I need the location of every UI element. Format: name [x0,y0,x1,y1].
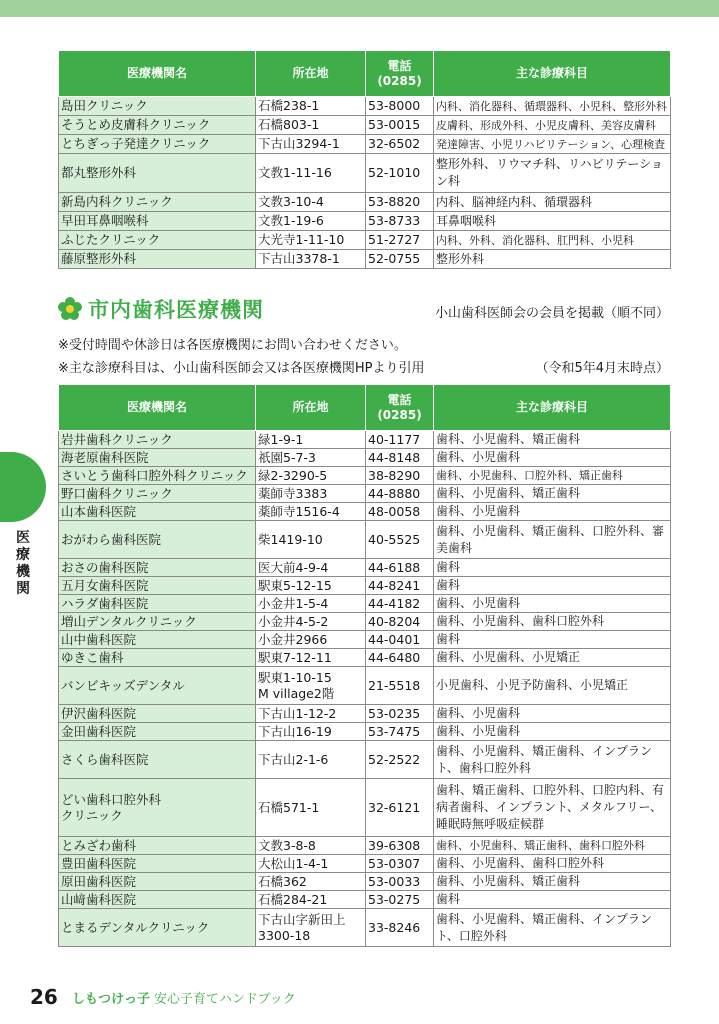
table-row [59,135,671,154]
departments-cell: 歯科、小児歯科 [434,595,671,613]
phone-cell: 53-8000 [366,97,434,116]
table-row [59,521,671,559]
departments-cell: 歯科、小児歯科、矯正歯科、インプラント、口腔外科 [434,909,671,947]
address-cell: 小金井1-5-4 [256,595,366,613]
departments-cell: 内科、脳神経内科、循環器科 [434,193,671,212]
departments-cell: 歯科、小児歯科 [434,503,671,521]
column-header-address: 所在地 [256,385,366,431]
address-cell: 緑2-3290-5 [256,467,366,485]
table-row [59,250,671,269]
table-row [59,485,671,503]
column-header-phone: 電話 (0285) [366,51,434,97]
departments-cell: 歯科、小児歯科、歯科口腔外科 [434,855,671,873]
table-row [59,891,671,909]
table-row [59,779,671,837]
column-header-departments: 主な診療科目 [434,51,671,97]
address-cell: 石橋238-1 [256,97,366,116]
departments-cell: 耳鼻咽喉科 [434,212,671,231]
address-cell: 薬師寺1516-4 [256,503,366,521]
institution-name-cell: 金田歯科医院 [59,723,256,741]
column-header-address: 所在地 [256,51,366,97]
departments-cell: 歯科、小児歯科、矯正歯科 [434,431,671,449]
institution-name-cell: 山本歯科医院 [59,503,256,521]
phone-cell: 53-0275 [366,891,434,909]
address-cell: 大光寺1-11-10 [256,231,366,250]
departments-cell: 歯科、小児歯科、矯正歯科、歯科口腔外科 [434,837,671,855]
institution-name-cell: 新島内科クリニック [59,193,256,212]
table-row [59,855,671,873]
departments-cell: 歯科、小児歯科 [434,449,671,467]
table-row [59,431,671,449]
phone-cell: 44-4182 [366,595,434,613]
address-cell: 文教3-10-4 [256,193,366,212]
phone-cell: 53-7475 [366,723,434,741]
address-cell: 文教1-19-6 [256,212,366,231]
dental-institutions-table [58,384,671,947]
departments-cell: 歯科、小児歯科、口腔外科、矯正歯科 [434,467,671,485]
column-header-departments: 主な診療科目 [434,385,671,431]
institution-name-cell: 早田耳鼻咽喉科 [59,212,256,231]
table-row [59,467,671,485]
address-cell: 下古山3294-1 [256,135,366,154]
phone-cell: 53-0307 [366,855,434,873]
institution-name-cell: 原田歯科医院 [59,873,256,891]
departments-cell: 皮膚科、形成外科、小児皮膚科、美容皮膚科 [434,116,671,135]
departments-cell: 内科、外科、消化器科、肛門科、小児科 [434,231,671,250]
institution-name-cell: 増山デンタルクリニック [59,613,256,631]
table-row [59,873,671,891]
address-cell: 文教1-11-16 [256,154,366,193]
institution-name-cell: さくら歯科医院 [59,741,256,779]
table-row [59,231,671,250]
phone-cell: 39-6308 [366,837,434,855]
footer-subtitle: 安心子育てハンドブック [154,992,296,1007]
address-cell: 石橋362 [256,873,366,891]
departments-cell: 歯科、小児歯科、矯正歯科 [434,873,671,891]
address-cell: 薬師寺3383 [256,485,366,503]
table-row [59,837,671,855]
table-row [59,212,671,231]
institution-name-cell: 都丸整形外科 [59,154,256,193]
departments-cell: 歯科、小児歯科、矯正歯科、口腔外科、審美歯科 [434,521,671,559]
phone-cell: 44-6480 [366,649,434,667]
column-header-name: 医療機関名 [59,51,256,97]
phone-cell: 44-8148 [366,449,434,467]
table-row [59,559,671,577]
phone-cell: 51-2727 [366,231,434,250]
top-color-bar [0,0,719,17]
phone-cell: 21-5518 [366,667,434,705]
table-row [59,97,671,116]
institution-name-cell: 海老原歯科医院 [59,449,256,467]
phone-cell: 53-8733 [366,212,434,231]
departments-cell: 歯科、小児歯科、歯科口腔外科 [434,613,671,631]
institution-name-cell: 岩井歯科クリニック [59,431,256,449]
table-row [59,154,671,193]
phone-cell: 40-1177 [366,431,434,449]
institution-name-cell: ふじたクリニック [59,231,256,250]
institution-name-cell: どい歯科口腔外科 クリニック [59,779,256,837]
table-row [59,613,671,631]
phone-cell: 52-1010 [366,154,434,193]
dental-section-title: 市内歯科医療機関 [88,298,264,322]
dental-section-note: 小山歯科医師会の会員を掲載（順不同） [434,306,669,321]
address-cell: 下古山1-12-2 [256,705,366,723]
phone-cell: 40-5525 [366,521,434,559]
institution-name-cell: とちぎっ子発達クリニック [59,135,256,154]
address-cell: 下古山2-1-6 [256,741,366,779]
address-cell: 駅東5-12-15 [256,577,366,595]
phone-cell: 44-0401 [366,631,434,649]
institution-name-cell: ゆきこ歯科 [59,649,256,667]
address-cell: 石橋571-1 [256,779,366,837]
departments-cell: 歯科、小児歯科 [434,705,671,723]
footer-brand-name: しもつけっ子 [72,992,151,1007]
departments-cell: 整形外科 [434,250,671,269]
phone-cell: 32-6502 [366,135,434,154]
institution-name-cell: さいとう歯科口腔外科クリニック [59,467,256,485]
dental-section-heading [58,294,264,324]
phone-cell: 52-0755 [366,250,434,269]
table-row [59,909,671,947]
table-row [59,577,671,595]
phone-cell: 38-8290 [366,467,434,485]
table-header-row [59,385,671,431]
table-row [59,723,671,741]
departments-cell: 歯科、小児歯科、矯正歯科、インプラント、歯科口腔外科 [434,741,671,779]
institution-name-cell: 藤原整形外科 [59,250,256,269]
table-row [59,449,671,467]
source-notice: ※主な診療科目は、小山歯科医師会又は各医療機関HPより引用 [58,361,425,376]
phone-cell: 44-6188 [366,559,434,577]
address-cell: 石橋284-21 [256,891,366,909]
institution-name-cell: 五月女歯科医院 [59,577,256,595]
institution-name-cell: ハラダ歯科医院 [59,595,256,613]
institution-name-cell: バンビキッズデンタル [59,667,256,705]
address-cell: 駅東1-10-15 M village2階 [256,667,366,705]
page-number: 26 [30,985,58,1009]
phone-cell: 53-0015 [366,116,434,135]
table-header-row [59,51,671,97]
institution-name-cell: 野口歯科クリニック [59,485,256,503]
departments-cell: 歯科、小児歯科 [434,723,671,741]
phone-cell: 53-0235 [366,705,434,723]
departments-cell: 歯科 [434,631,671,649]
departments-cell: 発達障害、小児リハビリテーション、心理検査 [434,135,671,154]
flower-icon [58,297,82,321]
address-cell: 柴1419-10 [256,521,366,559]
address-cell: 大松山1-4-1 [256,855,366,873]
phone-cell: 44-8880 [366,485,434,503]
departments-cell: 歯科 [434,559,671,577]
departments-cell: 歯科、小児歯科、矯正歯科 [434,485,671,503]
institution-name-cell: 島田クリニック [59,97,256,116]
institution-name-cell: おがわら歯科医院 [59,521,256,559]
phone-cell: 44-8241 [366,577,434,595]
medical-institutions-table [58,50,671,269]
table-row [59,667,671,705]
table-row [59,595,671,613]
institution-name-cell: とみざわ歯科 [59,837,256,855]
footer-brand [72,988,296,1007]
address-cell: 下古山16-19 [256,723,366,741]
address-cell: 祇園5-7-3 [256,449,366,467]
departments-cell: 内科、消化器科、循環器科、小児科、整形外科 [434,97,671,116]
phone-cell: 33-8246 [366,909,434,947]
phone-cell: 48-0058 [366,503,434,521]
departments-cell: 歯科 [434,891,671,909]
address-cell: 医大前4-9-4 [256,559,366,577]
institution-name-cell: おさの歯科医院 [59,559,256,577]
institution-name-cell: 伊沢歯科医院 [59,705,256,723]
table-row [59,741,671,779]
institution-name-cell: 豊田歯科医院 [59,855,256,873]
address-cell: 下古山字新田上3300-18 [256,909,366,947]
phone-cell: 32-6121 [366,779,434,837]
address-cell: 小金井2966 [256,631,366,649]
institution-name-cell: そうとめ皮膚科クリニック [59,116,256,135]
institution-name-cell: 山中歯科医院 [59,631,256,649]
phone-cell: 40-8204 [366,613,434,631]
departments-cell: 歯科、矯正歯科、口腔外科、口腔内科、有病者歯科、インプラント、メタルフリー、睡眠時無呼吸症候群 [434,779,671,837]
address-cell: 小金井4-5-2 [256,613,366,631]
departments-cell: 歯科、小児歯科、小児矯正 [434,649,671,667]
phone-cell: 52-2522 [366,741,434,779]
table-row [59,631,671,649]
date-note: （令和5年4月末時点） [535,361,669,376]
departments-cell: 歯科 [434,577,671,595]
phone-cell: 53-8820 [366,193,434,212]
institution-name-cell: 山﨑歯科医院 [59,891,256,909]
column-header-name: 医療機関名 [59,385,256,431]
departments-cell: 整形外科、リウマチ科、リハビリテーション科 [434,154,671,193]
address-cell: 石橋803-1 [256,116,366,135]
table-row [59,193,671,212]
side-tab-label: 医 療 機 関 [16,530,30,597]
table-row [59,503,671,521]
phone-cell: 53-0033 [366,873,434,891]
table-row [59,116,671,135]
table-row [59,705,671,723]
side-section-tab [0,452,46,522]
address-cell: 緑1-9-1 [256,431,366,449]
address-cell: 駅東7-12-11 [256,649,366,667]
table-row [59,649,671,667]
reception-notice: ※受付時間や休診日は各医療機関にお問い合わせください。 [58,338,407,353]
institution-name-cell: とまるデンタルクリニック [59,909,256,947]
column-header-phone: 電話 (0285) [366,385,434,431]
address-cell: 下古山3378-1 [256,250,366,269]
address-cell: 文教3-8-8 [256,837,366,855]
departments-cell: 小児歯科、小児予防歯科、小児矯正 [434,667,671,705]
